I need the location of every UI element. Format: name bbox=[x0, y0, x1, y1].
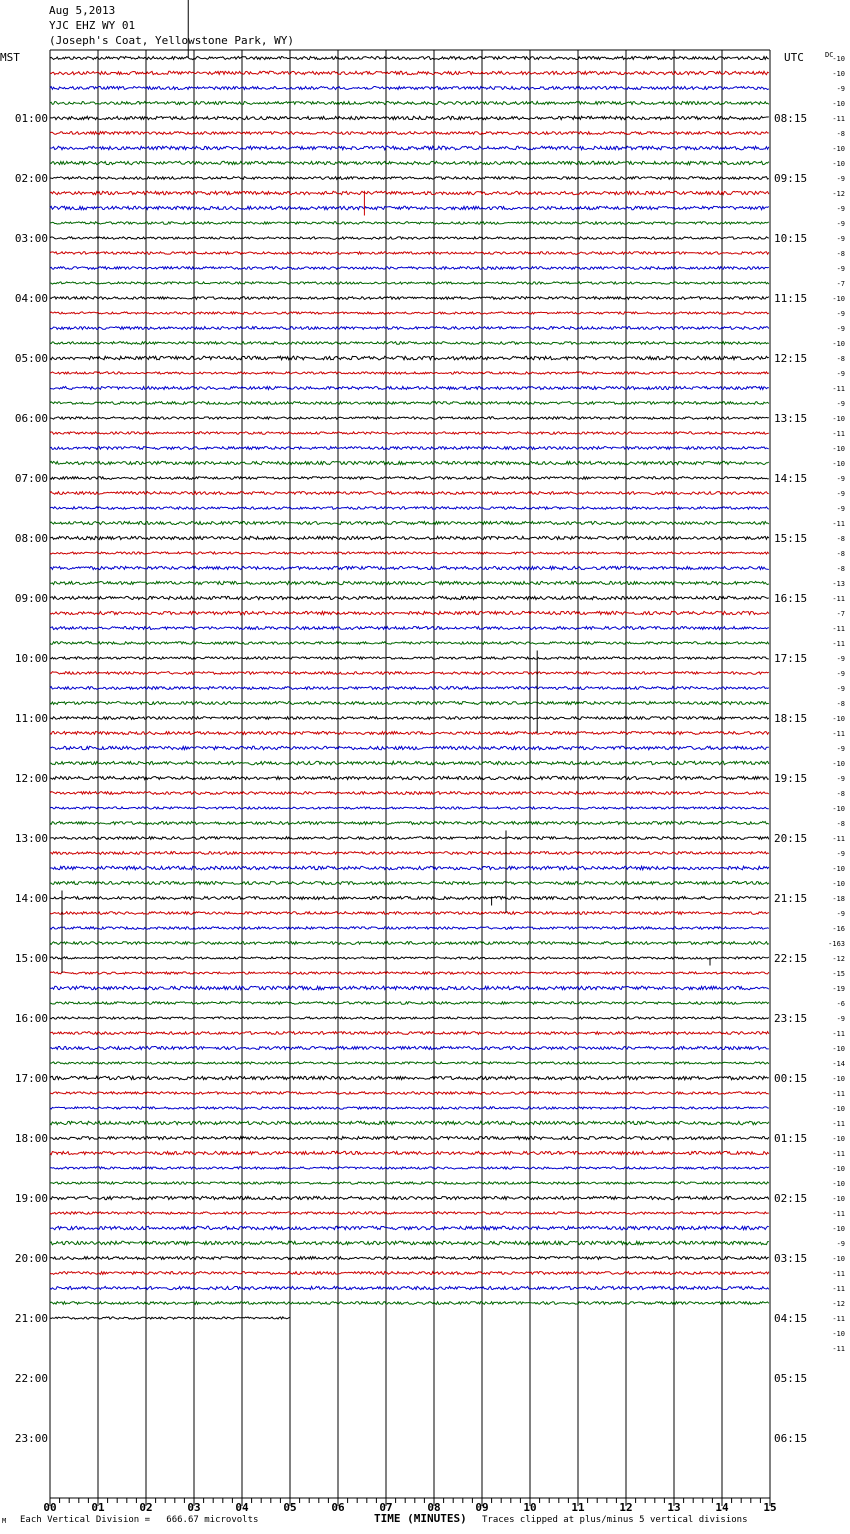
utc-hour-label: 08:15 bbox=[774, 112, 808, 125]
utc-hour-label: 04:15 bbox=[774, 1312, 808, 1325]
seismic-trace bbox=[50, 206, 769, 209]
seismic-trace bbox=[50, 807, 769, 809]
dc-offset-label: -8 bbox=[836, 700, 845, 708]
dc-offset-label: -8 bbox=[836, 355, 845, 363]
dc-offset-label: -10 bbox=[832, 880, 845, 888]
dc-offset-label: -10 bbox=[832, 445, 845, 453]
seismic-trace bbox=[50, 222, 769, 225]
seismic-trace bbox=[50, 1137, 769, 1140]
seismic-trace bbox=[50, 837, 769, 840]
seismic-trace bbox=[50, 1196, 769, 1199]
x-tick-label: 04 bbox=[235, 1501, 249, 1514]
utc-hour-label: 14:15 bbox=[774, 472, 808, 485]
seismic-trace bbox=[50, 1092, 769, 1095]
seismic-trace bbox=[50, 387, 769, 390]
dc-offset-label: -8 bbox=[836, 550, 845, 558]
utc-hour-label: 13:15 bbox=[774, 412, 808, 425]
dc-offset-label: -19 bbox=[832, 985, 845, 993]
dc-offset-label: -10 bbox=[832, 1255, 845, 1263]
mst-hour-label: 12:00 bbox=[14, 772, 48, 785]
seismic-trace bbox=[50, 897, 769, 900]
mst-label: MST bbox=[0, 51, 20, 64]
utc-hour-label: 18:15 bbox=[774, 712, 808, 725]
seismic-trace bbox=[50, 642, 769, 645]
mst-hour-label: 19:00 bbox=[14, 1192, 48, 1205]
seismic-trace bbox=[50, 611, 769, 614]
seismic-trace bbox=[50, 492, 769, 495]
seismic-trace bbox=[50, 191, 769, 194]
seismic-trace bbox=[50, 116, 769, 119]
dc-offset-label: -6 bbox=[836, 1000, 845, 1008]
dc-offset-label: -9 bbox=[836, 670, 845, 678]
dc-offset-label: -9 bbox=[836, 910, 845, 918]
dc-offset-label: -7 bbox=[836, 280, 845, 288]
x-tick-label: 05 bbox=[283, 1501, 297, 1514]
dc-offset-label: -8 bbox=[836, 820, 845, 828]
dc-offset-label: -12 bbox=[832, 955, 845, 963]
seismic-trace bbox=[50, 1151, 769, 1154]
seismic-trace bbox=[50, 71, 769, 74]
dc-offset-label: -11 bbox=[832, 1345, 845, 1353]
seismic-trace bbox=[50, 536, 769, 539]
dc-offset-label: -9 bbox=[836, 370, 845, 378]
dc-offset-label: -11 bbox=[832, 1210, 845, 1218]
dc-offset-label: -12 bbox=[832, 190, 845, 198]
dc-offset-label: -10 bbox=[832, 460, 845, 468]
seismic-trace bbox=[50, 417, 769, 420]
x-tick-label: 14 bbox=[715, 1501, 729, 1514]
seismic-trace bbox=[50, 132, 769, 135]
mst-hour-label: 16:00 bbox=[14, 1012, 48, 1025]
mst-hour-label: 22:00 bbox=[14, 1372, 48, 1385]
seismic-trace bbox=[50, 732, 769, 735]
dc-offset-label: -9 bbox=[836, 220, 845, 228]
dc-offset-label: -10 bbox=[832, 70, 845, 78]
dc-offset-label: -8 bbox=[836, 790, 845, 798]
seismic-trace bbox=[50, 237, 769, 239]
seismic-trace bbox=[50, 986, 769, 990]
seismic-trace bbox=[50, 267, 769, 270]
dc-offset-label: -9 bbox=[836, 400, 845, 408]
dc-offset-label: -13 bbox=[832, 580, 845, 588]
seismic-trace bbox=[50, 282, 769, 284]
dc-offset-label: -9 bbox=[836, 775, 845, 783]
dc-offset-label: -10 bbox=[832, 415, 845, 423]
dc-offset-label: -8 bbox=[836, 250, 845, 258]
utc-hour-label: 02:15 bbox=[774, 1192, 808, 1205]
utc-hour-label: 21:15 bbox=[774, 892, 808, 905]
dc-offset-label: -10 bbox=[832, 145, 845, 153]
utc-hour-label: 22:15 bbox=[774, 952, 808, 965]
seismic-trace bbox=[50, 327, 769, 330]
seismic-trace bbox=[50, 461, 769, 464]
dc-offset-label: -9 bbox=[836, 685, 845, 693]
x-tick-label: 15 bbox=[763, 1501, 777, 1514]
dc-offset-label: -9 bbox=[836, 655, 845, 663]
mst-hour-label: 09:00 bbox=[14, 592, 48, 605]
mst-hour-label: 06:00 bbox=[14, 412, 48, 425]
seismic-trace bbox=[50, 252, 769, 255]
mst-hour-label: 23:00 bbox=[14, 1432, 48, 1445]
dc-offset-label: -9 bbox=[836, 505, 845, 513]
utc-hour-label: 01:15 bbox=[774, 1132, 808, 1145]
seismic-trace bbox=[50, 746, 769, 749]
seismic-trace bbox=[50, 776, 769, 779]
dc-offset-label: -10 bbox=[832, 1075, 845, 1083]
seismic-trace bbox=[50, 1002, 769, 1005]
x-tick-label: 10 bbox=[523, 1501, 537, 1514]
dc-offset-label: -10 bbox=[832, 1045, 845, 1053]
seismic-trace bbox=[50, 882, 769, 885]
clip-note: Traces clipped at plus/minus 5 vertical divisions bbox=[482, 1515, 748, 1525]
dc-offset-label: -11 bbox=[832, 430, 845, 438]
dc-offset-label: -10 bbox=[832, 805, 845, 813]
seismic-trace bbox=[50, 1226, 769, 1230]
dc-offset-label: -11 bbox=[832, 1090, 845, 1098]
seismic-trace bbox=[50, 581, 769, 584]
x-tick-label: 08 bbox=[427, 1501, 441, 1514]
dc-offset-label: -10 bbox=[832, 1135, 845, 1143]
seismic-trace bbox=[50, 972, 769, 974]
seismic-trace bbox=[50, 942, 769, 945]
dc-offset-label: -12 bbox=[832, 1300, 845, 1308]
mst-hour-label: 07:00 bbox=[14, 472, 48, 485]
utc-hour-label: 00:15 bbox=[774, 1072, 808, 1085]
mst-hour-label: 04:00 bbox=[14, 292, 48, 305]
x-tick-label: 07 bbox=[379, 1501, 393, 1514]
utc-hour-label: 05:15 bbox=[774, 1372, 808, 1385]
utc-hour-label: 11:15 bbox=[774, 292, 808, 305]
dc-offset-label: -8 bbox=[836, 535, 845, 543]
x-tick-label: 09 bbox=[475, 1501, 489, 1514]
dc-offset-label: -9 bbox=[836, 235, 845, 243]
utc-hour-label: 20:15 bbox=[774, 832, 808, 845]
x-tick-label: 13 bbox=[667, 1501, 681, 1514]
dc-offset-label: -10 bbox=[832, 865, 845, 873]
utc-hour-label: 17:15 bbox=[774, 652, 808, 665]
x-tick-label: 01 bbox=[91, 1501, 105, 1514]
dc-offset-label: -9 bbox=[836, 175, 845, 183]
dc-offset-label: -11 bbox=[832, 1030, 845, 1038]
utc-label: UTC bbox=[784, 51, 804, 64]
mst-hour-label: 10:00 bbox=[14, 652, 48, 665]
dc-offset-label: -15 bbox=[832, 970, 845, 978]
seismic-trace bbox=[50, 657, 769, 659]
mst-hour-label: 01:00 bbox=[14, 112, 48, 125]
utc-hour-label: 15:15 bbox=[774, 532, 808, 545]
utc-hour-label: 09:15 bbox=[774, 172, 808, 185]
seismic-trace bbox=[50, 1167, 769, 1169]
dc-offset-label: -10 bbox=[832, 100, 845, 108]
dc-offset-label: -16 bbox=[832, 925, 845, 933]
mst-hour-label: 14:00 bbox=[14, 892, 48, 905]
dc-offset-label: -11 bbox=[832, 115, 845, 123]
dc-offset-label: -10 bbox=[832, 160, 845, 168]
seismic-trace bbox=[50, 521, 769, 524]
seismic-trace bbox=[50, 627, 769, 630]
dc-offset-label: -8 bbox=[836, 565, 845, 573]
corner-mark: M bbox=[2, 1517, 7, 1525]
dc-offset-label: -11 bbox=[832, 1150, 845, 1158]
seismic-trace bbox=[50, 432, 769, 434]
seismic-trace bbox=[50, 1032, 769, 1035]
seismic-trace bbox=[50, 1182, 769, 1184]
seismic-trace bbox=[50, 927, 769, 930]
seismic-trace bbox=[50, 1286, 769, 1289]
mst-hour-label: 03:00 bbox=[14, 232, 48, 245]
dc-offset-label: -9 bbox=[836, 475, 845, 483]
seismic-trace bbox=[50, 1212, 769, 1214]
dc-offset-label: -11 bbox=[832, 640, 845, 648]
seismic-trace bbox=[50, 161, 769, 164]
seismic-trace bbox=[50, 1317, 290, 1319]
dc-offset-label: -11 bbox=[832, 520, 845, 528]
seismic-trace bbox=[50, 1257, 769, 1260]
dc-offset-label: -11 bbox=[832, 835, 845, 843]
x-tick-label: 12 bbox=[619, 1501, 633, 1514]
utc-hour-label: 12:15 bbox=[774, 352, 808, 365]
dc-offset-label: -9 bbox=[836, 850, 845, 858]
seismic-trace bbox=[50, 1017, 769, 1019]
x-tick-label: 06 bbox=[331, 1501, 345, 1514]
mst-hour-label: 15:00 bbox=[14, 952, 48, 965]
seismic-trace bbox=[50, 596, 769, 599]
seismic-trace bbox=[50, 297, 769, 300]
seismic-trace bbox=[50, 507, 769, 510]
dc-offset-label: -9 bbox=[836, 745, 845, 753]
seismic-trace bbox=[50, 822, 769, 825]
dc-offset-label: -10 bbox=[832, 1330, 845, 1338]
mst-hour-label: 20:00 bbox=[14, 1252, 48, 1265]
seismic-trace bbox=[50, 356, 769, 360]
dc-offset-label: -9 bbox=[836, 85, 845, 93]
dc-offset-label: -10 bbox=[832, 1165, 845, 1173]
dc-offset-label: -9 bbox=[836, 310, 845, 318]
mst-hour-label: 21:00 bbox=[14, 1312, 48, 1325]
x-tick-label: 00 bbox=[43, 1501, 57, 1514]
dc-offset-label: -11 bbox=[832, 730, 845, 738]
utc-hour-label: 03:15 bbox=[774, 1252, 808, 1265]
seismic-trace bbox=[50, 1121, 769, 1124]
dc-offset-label: -10 bbox=[832, 295, 845, 303]
x-tick-label: 02 bbox=[139, 1501, 153, 1514]
x-axis-title: TIME (MINUTES) bbox=[374, 1512, 467, 1525]
seismic-trace bbox=[50, 1302, 769, 1305]
seismic-trace bbox=[50, 852, 769, 855]
dc-offset-label: -11 bbox=[832, 1270, 845, 1278]
dc-offset-label: -9 bbox=[836, 1240, 845, 1248]
dc-offset-label: -9 bbox=[836, 325, 845, 333]
dc-offset-label: -10 bbox=[832, 715, 845, 723]
scale-note: Each Vertical Division = 666.67 microvolts bbox=[20, 1515, 259, 1525]
dc-offset-label: -10 bbox=[832, 1225, 845, 1233]
seismic-trace bbox=[50, 687, 769, 690]
dc-offset-label: -8 bbox=[836, 130, 845, 138]
seismic-trace bbox=[50, 1272, 769, 1275]
seismic-trace bbox=[50, 672, 769, 675]
seismic-trace bbox=[50, 1107, 769, 1109]
seismic-trace bbox=[50, 87, 769, 90]
dc-offset-label: -11 bbox=[832, 1315, 845, 1323]
seismic-trace bbox=[50, 146, 769, 150]
seismic-trace bbox=[50, 57, 769, 60]
mst-hour-label: 13:00 bbox=[14, 832, 48, 845]
dc-offset-label: -7 bbox=[836, 610, 845, 618]
seismic-trace bbox=[50, 1046, 769, 1049]
mst-hour-label: 05:00 bbox=[14, 352, 48, 365]
seismic-trace bbox=[50, 552, 769, 554]
seismic-trace bbox=[50, 702, 769, 705]
utc-hour-label: 23:15 bbox=[774, 1012, 808, 1025]
dc-offset-label: -9 bbox=[836, 1015, 845, 1023]
dc-offset-label: -11 bbox=[832, 595, 845, 603]
dc-offset-label: -10 bbox=[832, 760, 845, 768]
mst-hour-label: 18:00 bbox=[14, 1132, 48, 1145]
utc-hour-label: 19:15 bbox=[774, 772, 808, 785]
dc-offset-label: -11 bbox=[832, 385, 845, 393]
dc-offset-label: -163 bbox=[828, 940, 845, 948]
seismic-trace bbox=[50, 447, 769, 450]
dc-offset-label: -10 bbox=[832, 340, 845, 348]
dc-offset-label: -10 bbox=[832, 1105, 845, 1113]
seismic-trace bbox=[50, 1076, 769, 1080]
seismic-trace bbox=[50, 372, 769, 374]
seismic-trace bbox=[50, 957, 769, 959]
utc-hour-label: 06:15 bbox=[774, 1432, 808, 1445]
seismic-trace bbox=[50, 912, 769, 915]
seismic-trace bbox=[50, 342, 769, 345]
dc-offset-label: -9 bbox=[836, 205, 845, 213]
header-date: Aug 5,2013 bbox=[49, 4, 116, 17]
dc-offset-label: -10 bbox=[832, 1195, 845, 1203]
dc-label: DC bbox=[825, 51, 834, 59]
seismic-trace bbox=[50, 792, 769, 795]
header-station: YJC EHZ WY 01 bbox=[49, 19, 136, 32]
dc-offset-label: -11 bbox=[832, 1120, 845, 1128]
dc-offset-label: -9 bbox=[836, 265, 845, 273]
seismic-trace bbox=[50, 1241, 769, 1245]
seismic-trace bbox=[50, 761, 769, 764]
mst-hour-label: 02:00 bbox=[14, 172, 48, 185]
utc-hour-label: 10:15 bbox=[774, 232, 808, 245]
utc-hour-label: 16:15 bbox=[774, 592, 808, 605]
seismic-trace bbox=[50, 566, 769, 569]
mst-hour-label: 08:00 bbox=[14, 532, 48, 545]
dc-offset-label: -18 bbox=[832, 895, 845, 903]
dc-offset-label: -10 bbox=[832, 1180, 845, 1188]
seismic-trace bbox=[50, 866, 769, 870]
header-location: (Joseph's Coat, Yellowstone Park, WY) bbox=[49, 34, 295, 47]
seismic-trace bbox=[50, 102, 769, 105]
dc-offset-label: -14 bbox=[832, 1060, 845, 1068]
x-tick-label: 11 bbox=[571, 1501, 585, 1514]
seismic-trace bbox=[50, 177, 769, 180]
seismic-trace bbox=[50, 477, 769, 480]
seismic-trace bbox=[50, 312, 769, 314]
seismic-trace bbox=[50, 1062, 769, 1064]
mst-hour-label: 11:00 bbox=[14, 712, 48, 725]
seismic-trace bbox=[50, 402, 769, 405]
dc-offset-label: -11 bbox=[832, 1285, 845, 1293]
seismic-trace bbox=[50, 717, 769, 720]
x-tick-label: 03 bbox=[187, 1501, 201, 1514]
mst-hour-label: 17:00 bbox=[14, 1072, 48, 1085]
dc-offset-label: -9 bbox=[836, 490, 845, 498]
dc-offset-label: -11 bbox=[832, 625, 845, 633]
dc-offset-label: -10 bbox=[832, 55, 845, 63]
